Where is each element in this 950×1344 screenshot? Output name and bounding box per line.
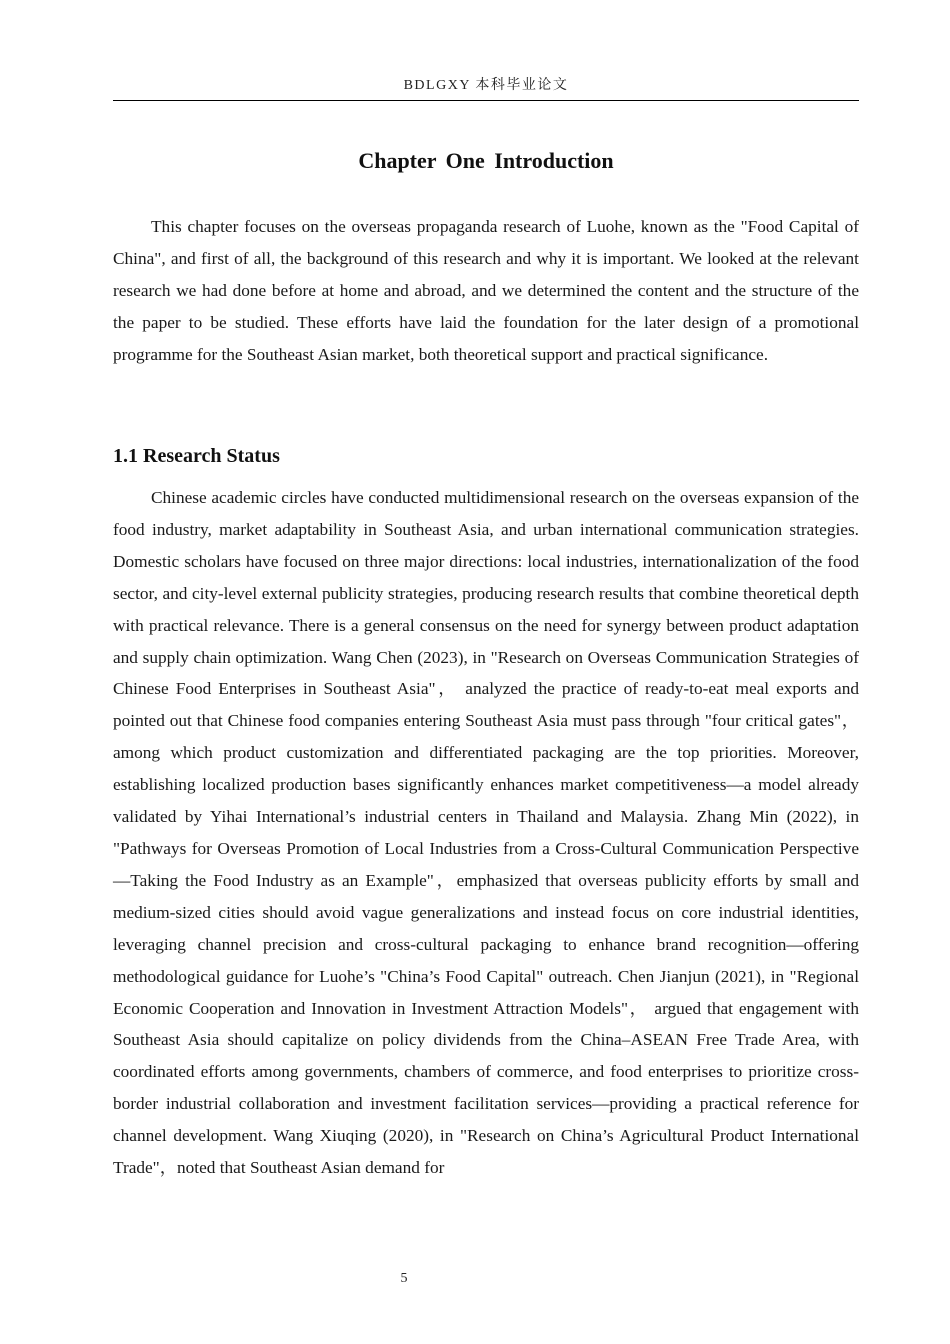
page-number: 5 xyxy=(400,1271,408,1286)
section-heading: 1.1 Research Status xyxy=(113,445,280,467)
running-header-text: BDLGXY 本科毕业论文 xyxy=(403,78,569,93)
chapter-title: Chapter One Introduction xyxy=(358,148,614,173)
intro-paragraph: This chapter focuses on the overseas propaganda research of Luohe, known as the "Food Capital of China", and first of all, the background of this research and why it is important. We looked at the relevant research we had done before at home and abroad, and we determined the content and the structure of the the paper to be studied. These efforts have laid the foundation for the later design of a promotional programme for the Southeast Asian market, both theoretical support and practical significance. xyxy=(113,217,859,364)
research-status-paragraph: Chinese academic circles have conducted multidimensional research on the overseas expansion of the food industry, market adaptability in Southeast Asia, and urban international communication strategies. Domestic scholars have focused on three major directions: local industries, internationalization of the food sector, and city-level external publicity strategies, producing research results that combine theoretical depth with practical relevance. There is a general consensus on the need for synergy between product adaptation and supply chain optimization. Wang Chen (2023), in "Research on Overseas Communication Strategies of Chinese Food Enterprises in Southeast Asia"， analyzed the practice of ready-to-eat meal exports and pointed out that Chinese food companies entering Southeast Asia must pass through "four critical gates"，among which product customization and differentiated packaging are the top priorities. Moreover, establishing localized production bases significantly enhances market competitiveness—a model already validated by Yihai International’s industrial centers in Thailand and Malaysia. Zhang Min (2022), in "Pathways for Overseas Promotion of Local Industries from a Cross-Cultural Communication Perspective—Taking the Food Industry as an Example"，emphasized that overseas publicity efforts by small and medium-sized cities should avoid vague generalizations and instead focus on core industrial identities, leveraging channel precision and cross-cultural packaging to enhance brand recognition—offering methodological guidance for Luohe’s "China’s Food Capital" outreach. Chen Jianjun (2021), in "Regional Economic Cooperation and Innovation in Investment Attraction Models"， argued that engagement with Southeast Asia should capitalize on policy dividends from the China–ASEAN Free Trade Area, with coordinated efforts among governments, chambers of commerce, and food enterprises to prioritize cross-border industrial collaboration and investment facilitation services—providing a practical reference for channel development. Wang Xiuqing (2020), in "Research on China’s Agricultural Product International Trade"，noted that Southeast Asian demand for xyxy=(113,488,859,1178)
running-header xyxy=(113,74,859,101)
